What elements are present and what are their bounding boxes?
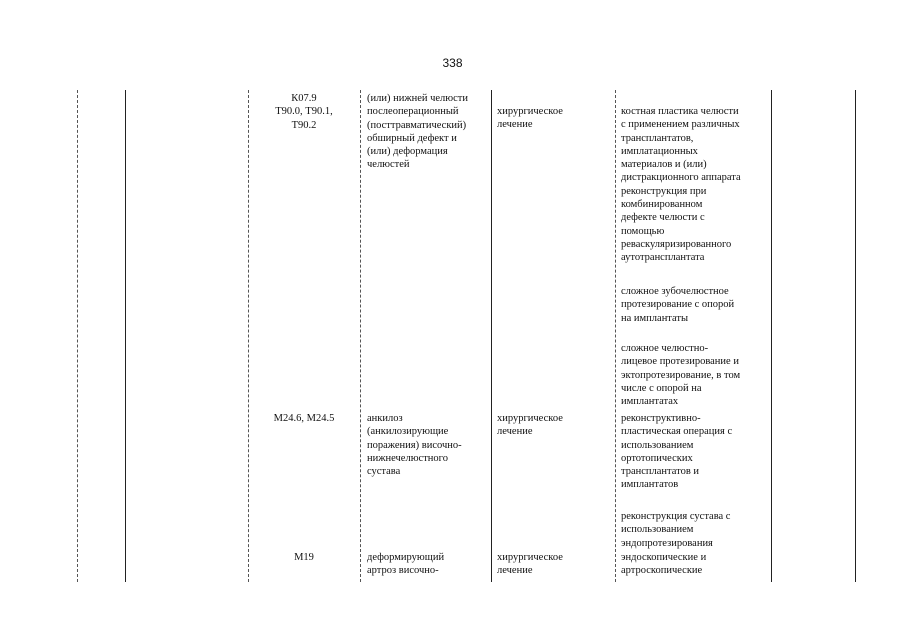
column-border: [125, 90, 126, 582]
icd-code-cell: М19: [294, 552, 314, 563]
column-border: [615, 90, 616, 582]
icd-code-cell: К07.9 Т90.0, Т90.1, Т90.2: [275, 93, 333, 131]
column-border: [491, 90, 492, 582]
diagnosis-cell: (или) нижней челюсти послеоперационный (посттравматический) обширный дефект и (или) деформация челюстей: [367, 93, 469, 171]
page-number: 338: [442, 56, 463, 70]
column-border: [771, 90, 772, 582]
treatment-type-cell: хирургическое лечение: [497, 552, 563, 577]
column-border: [77, 90, 78, 582]
treatment-method-cell: реконструкция сустава с использованием эндопротезирования: [621, 511, 731, 549]
treatment-type-cell: хирургическое лечение: [497, 413, 563, 438]
treatment-method-cell: костная пластика челюсти с применением различных трансплантатов, имплатационных материалов и (или) дистракционного аппарата реконструкция при комбинированном дефекте челюсти с помощью реваскуляризированного аутотрансплантата: [621, 106, 741, 264]
diagnosis-cell: анкилоз (анкилозирующие поражения) височно- нижнечелюстного сустава: [367, 413, 462, 478]
diagnosis-cell: деформирующий артроз височно-: [367, 552, 445, 577]
treatment-method-cell: сложное челюстно- лицевое протезирование и эктопротезирование, в том числе с опорой на имплантатах: [621, 343, 741, 408]
column-border: [855, 90, 856, 582]
icd-code-cell: М24.6, М24.5: [273, 413, 335, 424]
treatment-method-cell: эндоскопические и артроскопические: [621, 552, 707, 577]
column-border: [248, 90, 249, 582]
column-border: [360, 90, 361, 582]
treatment-type-cell: хирургическое лечение: [497, 106, 563, 131]
treatment-method-cell: реконструктивно- пластическая операция с использованием ортотопических трансплантатов и имплантатов: [621, 413, 733, 491]
treatment-method-cell: сложное зубочелюстное протезирование с опорой на имплантаты: [621, 286, 735, 324]
